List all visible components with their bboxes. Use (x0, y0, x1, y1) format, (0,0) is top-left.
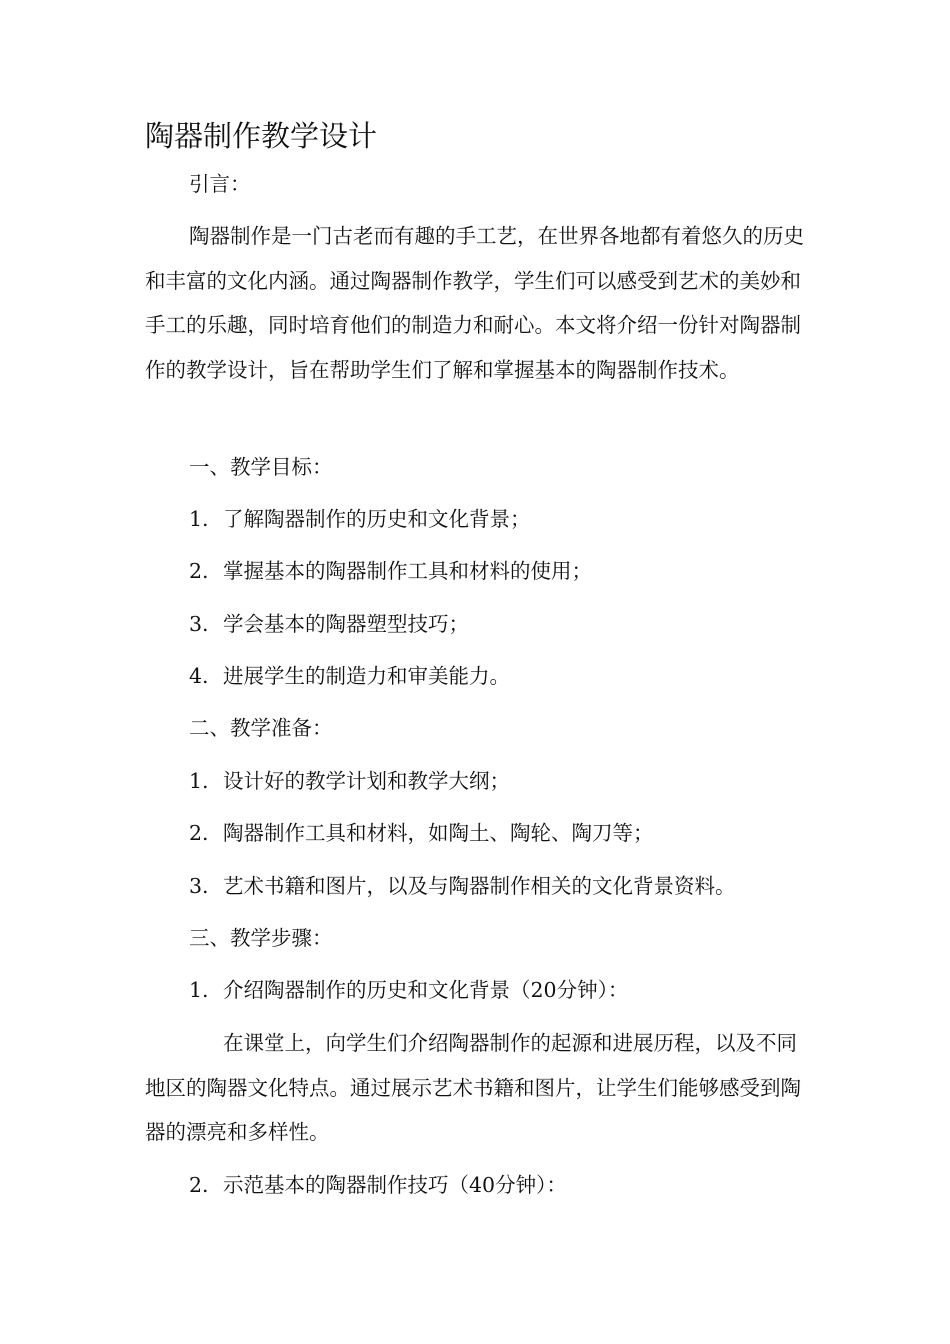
list-item (189, 549, 592, 594)
section3-heading: 三、教学步骤： (189, 926, 333, 950)
section1-heading: 一、教学目标： (189, 455, 333, 479)
list-item (189, 968, 628, 1013)
list-text: 掌握基本的陶器制作工具和材料的使用； (223, 559, 592, 583)
intro-paragraph: 陶器制作是一门古老而有趣的手工艺，在世界各地都有着悠久的历史和丰富的文化内涵。通过陶器制作教学，学生们可以感受到艺术的美妙和手工的乐趣，同时培育他们的制造力和耐心。本文将介绍一份针对陶器制作的教学设计，旨在帮助学生们了解和掌握基本的陶器制作技术。 (145, 224, 804, 382)
list-number: 3. (189, 612, 209, 636)
list-text: 学会基本的陶器塑型技巧； (223, 612, 469, 636)
list-number: 4. (189, 664, 209, 688)
list-number: 2. (189, 1173, 209, 1197)
list-item (189, 654, 510, 699)
list-text: 了解陶器制作的历史和文化背景； (223, 507, 531, 531)
document-title: 陶器制作教学设计 (145, 119, 378, 153)
step1-paragraph: 在课堂上，向学生们介绍陶器制作的起源和进展历程，以及不同地区的陶器文化特点。通过展示艺术书籍和图片，让学生们能够感受到陶器的漂亮和多样性。 (145, 1031, 801, 1144)
list-text: 示范基本的陶器制作技巧（40分钟）： (223, 1173, 567, 1197)
list-text: 艺术书籍和图片，以及与陶器制作相关的文化背景资料。 (223, 874, 736, 898)
list-item (189, 759, 510, 804)
list-item (189, 811, 654, 856)
list-number: 2. (189, 821, 209, 845)
list-item (189, 864, 736, 909)
list-text: 介绍陶器制作的历史和文化背景（20分钟）： (223, 978, 629, 1002)
list-text: 设计好的教学计划和教学大纲； (223, 769, 510, 793)
list-item (189, 602, 469, 647)
list-number: 2. (189, 559, 209, 583)
list-item (189, 497, 531, 542)
list-text: 进展学生的制造力和审美能力。 (223, 664, 510, 688)
intro-heading: 引言： (189, 172, 251, 196)
list-number: 1. (189, 978, 209, 1002)
list-number: 3. (189, 874, 209, 898)
list-number: 1. (189, 507, 209, 531)
list-number: 1. (189, 769, 209, 793)
section2-heading: 二、教学准备： (189, 716, 333, 740)
list-text: 陶器制作工具和材料，如陶土、陶轮、陶刀等； (223, 821, 654, 845)
list-item (189, 1163, 567, 1208)
